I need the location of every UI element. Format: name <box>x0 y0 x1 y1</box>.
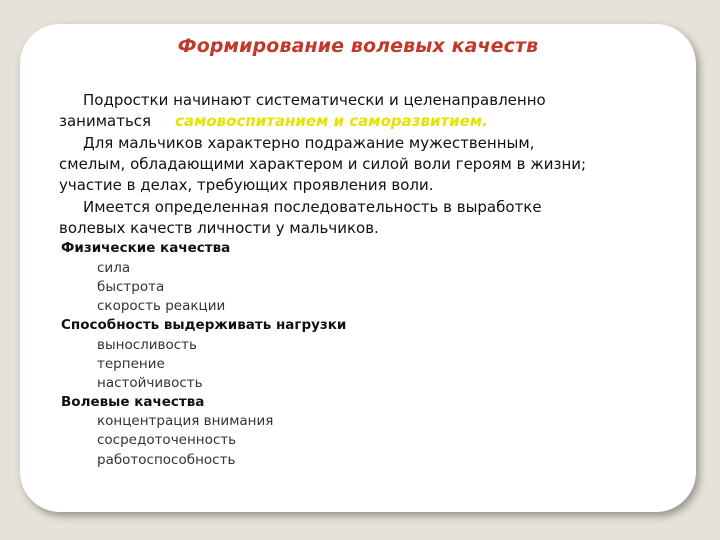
list-item: концентрация внимания <box>97 413 274 429</box>
slide-title: Формирование волевых качеств <box>177 35 539 57</box>
list-item: настойчивость <box>97 375 203 391</box>
group-heading-volitional: Волевые качества <box>61 394 205 410</box>
list-item: выносливость <box>97 337 197 353</box>
paragraph-2-line-2: смелым, обладающими характером и силой воли героям в жизни; <box>59 155 587 173</box>
list-item: скорость реакции <box>97 298 226 314</box>
list-item: сосредоточенность <box>97 432 237 448</box>
list-item: сила <box>97 260 131 276</box>
list-item: терпение <box>97 356 165 372</box>
paragraph-3-line-2: волевых качеств личности у мальчиков. <box>59 219 379 237</box>
paragraph-2-line-1: Для мальчиков характерно подражание мужественным, <box>83 134 535 152</box>
paragraph-1-prefix: заниматься <box>59 112 152 130</box>
paragraph-2-line-3: участие в делах, требующих проявления воли. <box>59 176 434 194</box>
paragraph-3-line-1: Имеется определенная последовательность в выработке <box>83 198 542 216</box>
slide-card <box>20 24 696 512</box>
list-item: быстрота <box>97 279 165 295</box>
list-item: работоспособность <box>97 452 236 468</box>
highlight-text: самовоспитанием и саморазвитием. <box>175 112 488 130</box>
paragraph-1-line-1: Подростки начинают систематически и целенаправленно <box>83 91 546 109</box>
paragraph-1-line-2 <box>59 111 488 132</box>
group-heading-physical: Физические качества <box>61 240 231 256</box>
group-heading-endurance: Способность выдерживать нагрузки <box>61 317 347 333</box>
